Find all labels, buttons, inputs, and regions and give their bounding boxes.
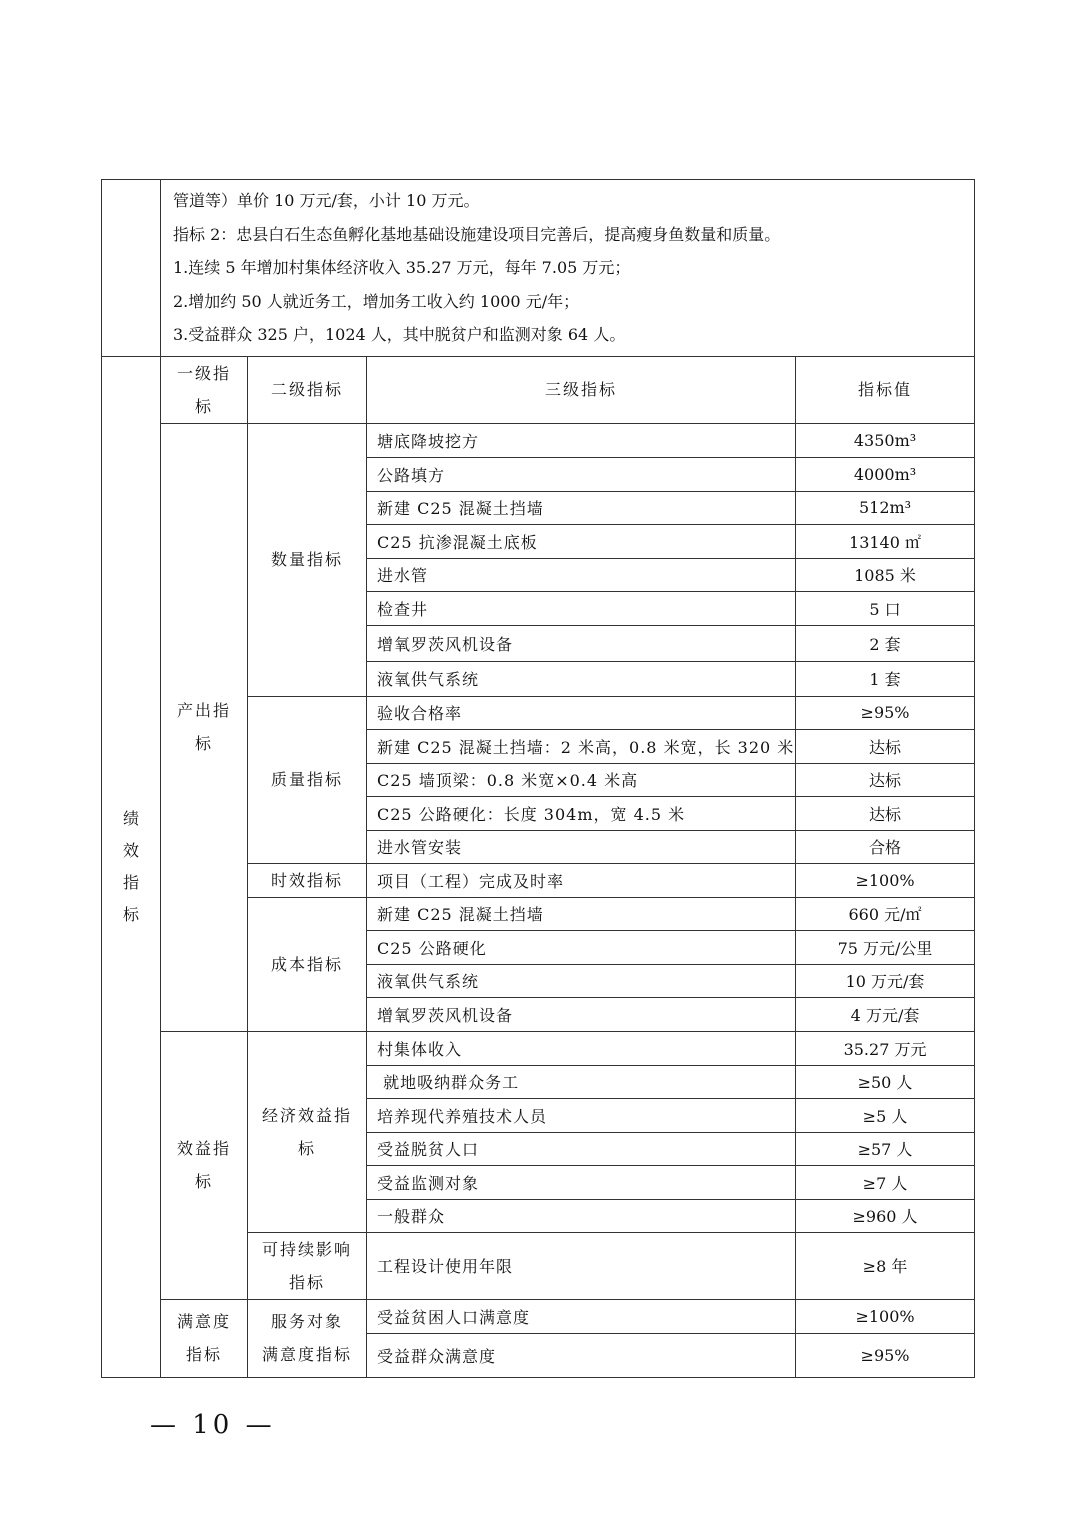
indicator-value: 10 万元/套 bbox=[796, 964, 975, 997]
page-number: — 10 — bbox=[150, 1410, 276, 1440]
indicator-value: 1085 米 bbox=[796, 558, 975, 591]
indicator-name: 进水管安装 bbox=[367, 830, 796, 863]
indicator-value: 512m³ bbox=[796, 491, 975, 524]
level2-cost: 成本指标 bbox=[248, 897, 367, 1031]
level1-benefit bbox=[161, 1031, 248, 1299]
table-header-row bbox=[102, 356, 975, 423]
indicator-value: 5 口 bbox=[796, 591, 975, 625]
header-level3: 三级指标 bbox=[367, 356, 796, 423]
indicator-name: 公路填方 bbox=[367, 457, 796, 491]
level2-sustainable-line: 指标 bbox=[288, 1272, 325, 1292]
level2-economic-line: 经济效益指 bbox=[261, 1105, 352, 1125]
performance-table bbox=[101, 179, 975, 1378]
indicator-name: 受益脱贫人口 bbox=[367, 1132, 796, 1165]
intro-line: 管道等）单价 10 万元/套，小计 10 万元。 bbox=[173, 191, 480, 210]
level2-sustainable bbox=[248, 1232, 367, 1299]
indicator-name: 进水管 bbox=[367, 558, 796, 591]
indicator-value: 4000m³ bbox=[796, 457, 975, 491]
indicator-value: 75 万元/公里 bbox=[796, 930, 975, 964]
indicator-name: 新建 C25 混凝土挡墙：2 米高，0.8 米宽，长 320 米 bbox=[367, 729, 796, 763]
level2-service-line: 满意度指标 bbox=[261, 1345, 352, 1364]
indicator-value: ≥100% bbox=[796, 1299, 975, 1333]
intro-row bbox=[102, 180, 975, 357]
indicator-name: 村集体收入 bbox=[367, 1031, 796, 1065]
indicator-value: ≥5 人 bbox=[796, 1098, 975, 1132]
table-row bbox=[102, 1031, 975, 1065]
level2-economic-line: 标 bbox=[297, 1138, 316, 1158]
indicator-name: 受益群众满意度 bbox=[367, 1333, 796, 1377]
side-label-char: 标 bbox=[122, 904, 139, 924]
side-label-char: 指 bbox=[122, 872, 139, 892]
indicator-name: 受益监测对象 bbox=[367, 1165, 796, 1199]
level1-satisfaction-line: 指标 bbox=[185, 1345, 222, 1364]
indicator-name: 增氧罗茨风机设备 bbox=[367, 997, 796, 1031]
indicator-value: ≥100% bbox=[796, 863, 975, 897]
level2-timeliness: 时效指标 bbox=[248, 863, 367, 897]
side-label-char: 绩 bbox=[122, 808, 139, 828]
indicator-value: ≥50 人 bbox=[796, 1065, 975, 1098]
indicator-value: ≥95% bbox=[796, 1333, 975, 1377]
indicator-name: 新建 C25 混凝土挡墙 bbox=[367, 897, 796, 930]
intro-line: 2.增加约 50 人就近务工，增加务工收入约 1000 元/年； bbox=[173, 291, 580, 311]
header-level1 bbox=[161, 356, 248, 423]
intro-content bbox=[161, 180, 975, 357]
indicator-value: 合格 bbox=[796, 830, 975, 863]
indicator-name: 检查井 bbox=[367, 591, 796, 625]
indicator-value: 达标 bbox=[796, 763, 975, 796]
indicator-value: 4350m³ bbox=[796, 423, 975, 457]
intro-line: 1.连续 5 年增加村集体经济收入 35.27 万元，每年 7.05 万元； bbox=[173, 258, 631, 277]
indicator-value: ≥95% bbox=[796, 696, 975, 729]
level1-output bbox=[161, 423, 248, 1031]
header-level1-line: 一级指 bbox=[176, 363, 231, 383]
indicator-name: 就地吸纳群众务工 bbox=[367, 1065, 796, 1098]
intro-line: 3.受益群众 325 户，1024 人，其中脱贫户和监测对象 64 人。 bbox=[173, 325, 626, 344]
level2-quantity: 数量指标 bbox=[248, 423, 367, 696]
level1-satisfaction-line: 满意度 bbox=[176, 1312, 231, 1331]
indicator-value: 660 元/㎡ bbox=[796, 897, 975, 930]
header-value: 指标值 bbox=[796, 356, 975, 423]
header-level2: 二级指标 bbox=[248, 356, 367, 423]
level2-quality: 质量指标 bbox=[248, 696, 367, 863]
indicator-name: 一般群众 bbox=[367, 1199, 796, 1232]
intro-blank-cell bbox=[102, 180, 161, 357]
indicator-name: 受益贫困人口满意度 bbox=[367, 1299, 796, 1333]
indicator-value: 35.27 万元 bbox=[796, 1031, 975, 1065]
indicator-value: 13140 ㎡ bbox=[796, 524, 975, 558]
indicator-value: 1 套 bbox=[796, 661, 975, 696]
indicator-name: 新建 C25 混凝土挡墙 bbox=[367, 491, 796, 524]
level2-economic bbox=[248, 1031, 367, 1232]
table-row bbox=[102, 423, 975, 457]
indicator-name: C25 墙顶梁：0.8 米宽×0.4 米高 bbox=[367, 763, 796, 796]
indicator-name: C25 公路硬化 bbox=[367, 930, 796, 964]
indicator-name: 项目（工程）完成及时率 bbox=[367, 863, 796, 897]
side-label-char: 效 bbox=[122, 840, 139, 860]
level1-output-line: 产出指 bbox=[176, 701, 231, 720]
indicator-value: 2 套 bbox=[796, 625, 975, 661]
level2-sustainable-line: 可持续影响 bbox=[261, 1239, 352, 1259]
indicator-name: 增氧罗茨风机设备 bbox=[367, 625, 796, 661]
indicator-name: 液氧供气系统 bbox=[367, 964, 796, 997]
level1-output-line: 标 bbox=[194, 734, 213, 753]
indicator-name: 验收合格率 bbox=[367, 696, 796, 729]
intro-line: 指标 2：忠县白石生态鱼孵化基地基础设施建设项目完善后，提高瘦身鱼数量和质量。 bbox=[173, 224, 781, 244]
side-label-performance bbox=[102, 356, 161, 1377]
level1-benefit-line: 标 bbox=[194, 1172, 213, 1191]
indicator-value: 达标 bbox=[796, 729, 975, 763]
indicator-name: 液氧供气系统 bbox=[367, 661, 796, 696]
level1-satisfaction bbox=[161, 1299, 248, 1377]
indicator-value: ≥960 人 bbox=[796, 1199, 975, 1232]
level2-service-line: 服务对象 bbox=[270, 1312, 343, 1331]
indicator-value: 4 万元/套 bbox=[796, 997, 975, 1031]
indicator-name: 塘底降坡挖方 bbox=[367, 423, 796, 457]
indicator-name: 培养现代养殖技术人员 bbox=[367, 1098, 796, 1132]
indicator-name: 工程设计使用年限 bbox=[367, 1232, 796, 1299]
table-row bbox=[102, 1299, 975, 1333]
indicator-value: ≥7 人 bbox=[796, 1165, 975, 1199]
level2-service bbox=[248, 1299, 367, 1377]
indicator-value: ≥57 人 bbox=[796, 1132, 975, 1165]
indicator-value: ≥8 年 bbox=[796, 1232, 975, 1299]
header-level1-line: 标 bbox=[194, 396, 213, 416]
indicator-name: C25 抗渗混凝土底板 bbox=[367, 524, 796, 558]
indicator-name: C25 公路硬化：长度 304m，宽 4.5 米 bbox=[367, 796, 796, 830]
level1-benefit-line: 效益指 bbox=[176, 1139, 231, 1158]
indicator-value: 达标 bbox=[796, 796, 975, 830]
